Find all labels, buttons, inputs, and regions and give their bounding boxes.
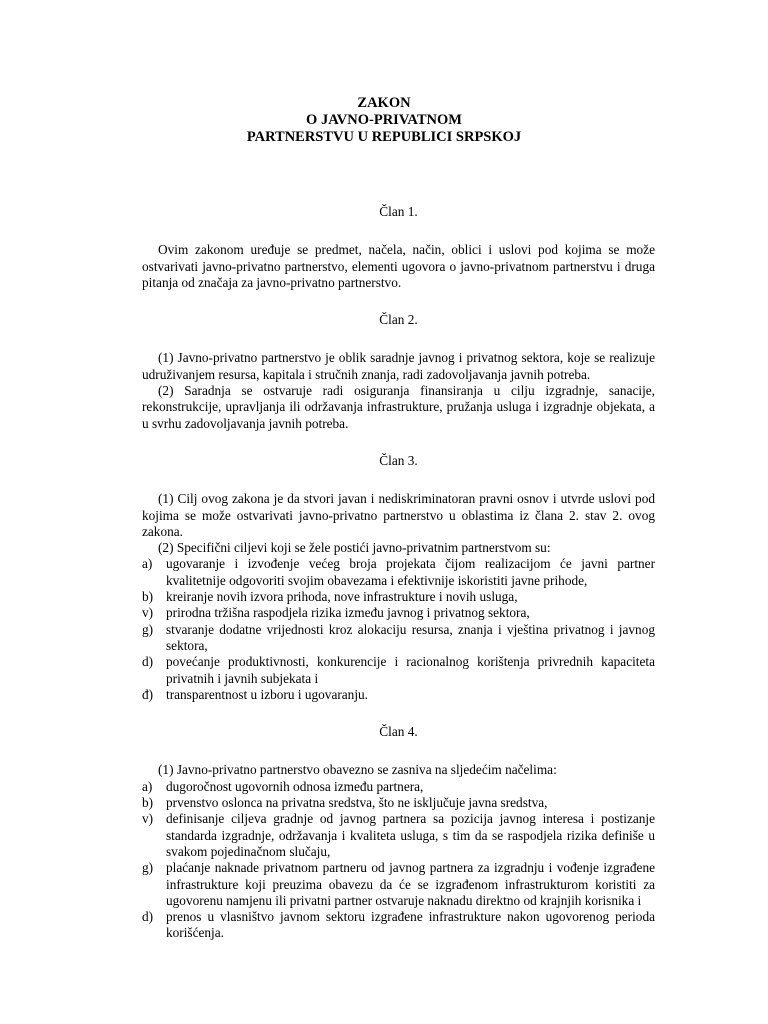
list-item-text: stvaranje dodatne vrijednosti kroz alokaciju resursa, znanja i vještina privatnog i javnog sektora,	[166, 621, 655, 653]
list-marker: g)	[142, 860, 154, 876]
list-item-text: definisanje ciljeva gradnje od javnog partnera sa pozicija javnog interesa i postizanje standarda izgradnje, održavanja i kvaliteta usluga, s tim da se raspodjela rizika definiše u svakom pojedinačnom slučaju,	[166, 811, 655, 859]
list-item-text: dugoročnost ugovornih odnosa između partnera,	[166, 778, 424, 794]
list-item	[142, 795, 655, 811]
list-marker: đ)	[142, 686, 154, 702]
article-4-list	[142, 779, 655, 942]
article-4-heading: Član 4.	[379, 724, 418, 740]
article-2-heading: Član 2.	[379, 312, 418, 328]
document-body	[142, 204, 655, 942]
list-item-text: plaćanje naknade privatnom partneru od javnog partnera za izgradnju i vođenje izgrađene infrastrukture koji preuzima obavezu da će se izgrađenom infrastrukturom koristiti za ugovorenu namjenu ili privatni partner ostvaruje naknadu direktno od krajnjih korisnika i	[166, 860, 655, 908]
list-item	[142, 687, 655, 703]
list-item	[142, 654, 655, 687]
list-item-text: ugovaranje i izvođenje većeg broja projekata čijom realizacijom će javni partner kvalitetnije odgovoriti svojim obavezama i efektivnije iskoristiti javne prihode,	[166, 556, 655, 588]
article-2-paragraph-2: (2) Saradnja se ostvaruje radi osiguranja finansiranja u cilju izgradnje, sanacije, rekonstrukcije, upravljanja ili održavanja infrastrukture, pružanja usluga i izgradnje objekata, a u svrhu zadovoljavanja javnih potreba.	[142, 383, 655, 431]
list-marker: d)	[142, 909, 154, 925]
list-item-text: prvenstvo oslonca na privatna sredstva, što ne isključuje javna sredstva,	[166, 795, 548, 811]
article-3-heading: Član 3.	[379, 452, 418, 468]
list-item-text: kreiranje novih izvora prihoda, nove infrastrukture i novih usluga,	[166, 589, 518, 605]
list-item-text: povećanje produktivnosti, konkurencije i racionalnog korištenja privrednih kapaciteta privatnih i javnih subjekata i	[166, 654, 655, 686]
article-3-paragraph-2: (2) Specifični ciljevi koji se žele postići javno-privatnim partnerstvom su:	[158, 540, 551, 556]
list-item	[142, 909, 655, 942]
document-title	[0, 95, 768, 146]
title-line-1: ZAKON	[357, 95, 411, 111]
article-1-text: Ovim zakonom uređuje se predmet, načela, način, oblici i uslovi pod kojima se može ostvarivati javno-privatno partnerstvo, elementi ugovora o javno-privatnom partnerstvu i druga pitanja od značaja za javno-privatno partnerstvo.	[142, 242, 655, 290]
article-3-paragraph-1: (1) Cilj ovog zakona je da stvori javan i nediskriminatoran pravni osnov i utvrde uslovi pod kojima se može ostvarivati javno-privatno partnerstvo u oblastima iz člana 2. stav 2. ovog zakona.	[142, 491, 655, 539]
article-2-paragraph-1: (1) Javno-privatno partnerstvo je oblik saradnje javnog i privatnog sektora, koje se realizuje udruživanjem resursa, kapitala i stručnih znanja, radi zadovoljavanja javnih potreba.	[142, 350, 655, 382]
list-item-text: prenos u vlasništvo javnom sektoru izgrađene infrastrukture nakon ugovorenog perioda korišćenja.	[166, 909, 655, 941]
list-marker: g)	[142, 621, 154, 637]
list-marker: b)	[142, 795, 154, 811]
list-item	[142, 556, 655, 589]
list-item	[142, 779, 655, 795]
list-item	[142, 811, 655, 860]
article-3-list	[142, 556, 655, 703]
list-item	[142, 605, 655, 621]
list-item	[142, 622, 655, 655]
title-line-3: PARTNERSTVU U REPUBLICI SRPSKOJ	[246, 129, 522, 145]
list-item	[142, 860, 655, 909]
list-item-text: prirodna tržišna raspodjela rizika između javnog i privatnog sektora,	[166, 605, 530, 621]
article-4-paragraph-1: (1) Javno-privatno partnerstvo obavezno se zasniva na sljedećim načelima:	[158, 762, 557, 778]
article-1-heading: Član 1.	[379, 204, 418, 219]
title-line-2: O JAVNO-PRIVATNOM	[306, 112, 462, 128]
list-marker: v)	[142, 605, 154, 621]
list-item-text: transparentnost u izboru i ugovaranju.	[166, 686, 368, 702]
list-item	[142, 589, 655, 605]
list-marker: d)	[142, 654, 154, 670]
list-marker: a)	[142, 778, 153, 794]
list-marker: v)	[142, 811, 154, 827]
list-marker: b)	[142, 589, 154, 605]
list-marker: a)	[142, 556, 153, 572]
